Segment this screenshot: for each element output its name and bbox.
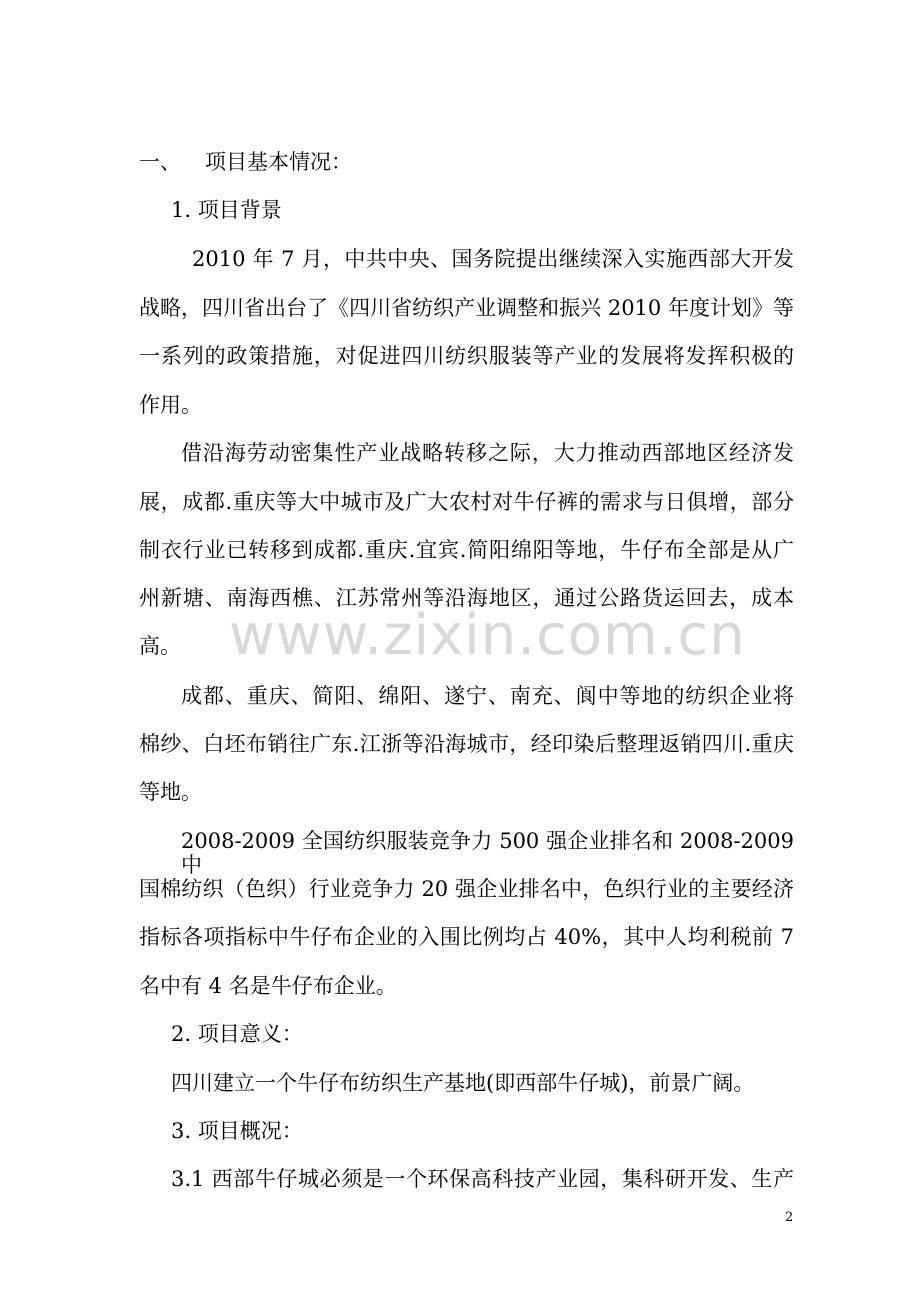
paragraph-2-line-1: 借沿海劳动密集性产业战略转移之际，大力推动西部地区经济发	[181, 441, 794, 465]
watermark: www.zixin.com.cn	[229, 603, 746, 668]
heading-text: 项目基本情况：	[205, 150, 352, 174]
paragraph-1-line-1: 2010 年 7 月，中共中央、国务院提出继续深入实施西部大开发	[192, 247, 794, 271]
paragraph-1-line-4: 作用。	[139, 393, 202, 417]
section-2-body: 四川建立一个牛仔布纺织生产基地(即西部牛仔城)，前景广阔。	[171, 1071, 755, 1095]
heading-number: 一、	[139, 150, 181, 174]
paragraph-2-line-2: 展，成都.重庆等大中城市及广大农村对牛仔裤的需求与日俱增，部分	[139, 490, 794, 514]
section-3-title: 3. 项目概况：	[171, 1119, 303, 1143]
section-2-title: 2. 项目意义：	[171, 1022, 303, 1046]
paragraph-1-line-2: 战略，四川省出台了《四川省纺织产业调整和振兴 2010 年度计划》等	[139, 296, 794, 320]
paragraph-4-line-1: 2008-2009 全国纺织服装竞争力 500 强企业排名和 2008-2009 中	[181, 829, 794, 877]
paragraph-2-line-3: 制衣行业已转移到成都.重庆.宜宾.简阳绵阳等地，牛仔布全部是从广	[139, 538, 794, 562]
paragraph-4-line-4: 名中有 4 名是牛仔布企业。	[139, 974, 397, 998]
paragraph-3-line-3: 等地。	[139, 780, 202, 804]
section-1-title: 1. 项目背景	[171, 198, 282, 222]
paragraph-4-line-2: 国棉纺织（色织）行业竞争力 20 强企业排名中，色织行业的主要经济	[139, 877, 794, 901]
paragraph-3-line-2: 棉纱、白坯布销往广东.江浙等沿海城市，经印染后整理返销四川.重庆	[139, 732, 794, 756]
paragraph-3-line-1: 成都、重庆、简阳、绵阳、遂宁、南充、阆中等地的纺织企业将	[181, 684, 794, 708]
paragraph-4-line-3: 指标各项指标中牛仔布企业的入围比例均占 40%，其中人均利税前 7	[139, 925, 794, 949]
paragraph-2-line-4: 州新塘、南海西樵、江苏常州等沿海地区，通过公路货运回去，成本	[139, 586, 794, 610]
section-3-1-text: 3.1 西部牛仔城必须是一个环保高科技产业园，集科研开发、生产	[171, 1167, 794, 1191]
paragraph-1-line-3: 一系列的政策措施，对促进四川纺织服装等产业的发展将发挥积极的	[139, 344, 794, 368]
paragraph-2-line-5: 高。	[139, 634, 181, 658]
page-number: 2	[785, 1210, 794, 1225]
